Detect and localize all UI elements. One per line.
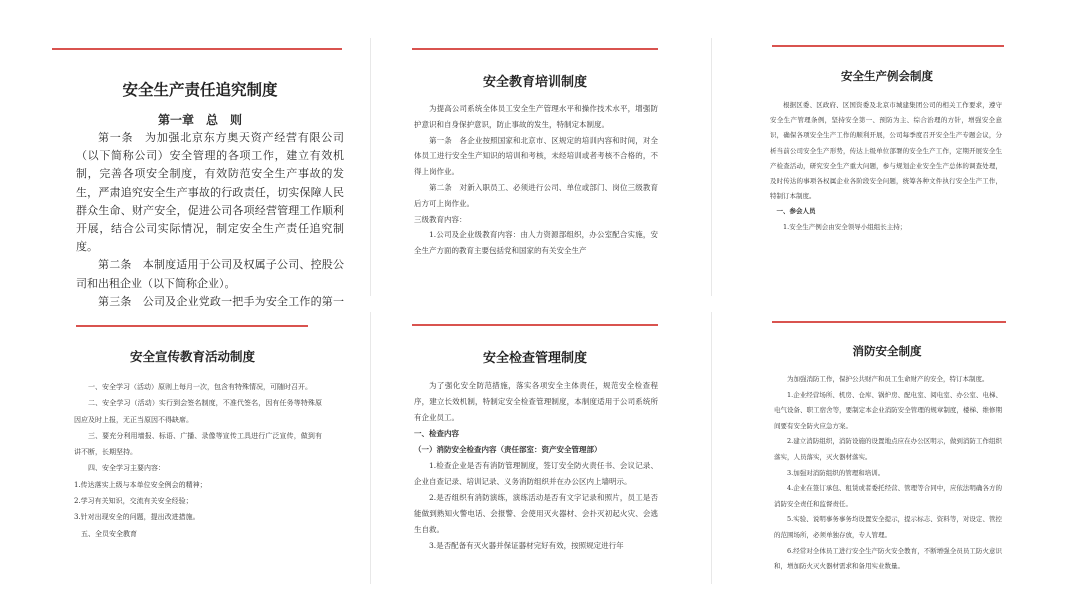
- header-rule: [52, 48, 342, 50]
- paragraph: 二、安全学习（活动）实行到会签名制度，不准代签名，因有任务等特殊原因应及时上报，无正当原因不得缺席。: [74, 399, 322, 424]
- document-body: [414, 378, 658, 554]
- section-heading: 一、参会人员: [776, 207, 816, 216]
- paragraph: 四、安全学习主要内容：: [88, 464, 165, 473]
- paragraph: 1.企业经营场所、机房、仓库、锅炉房、配电室、阅电室、办公室、电梯、电气设备、职工宿舍等，要制定本企业消防安全管理的规章制度，楼梯、维修期间要有安全防火应急方案。: [774, 390, 1002, 430]
- document-title: 安全检查管理制度: [482, 351, 587, 366]
- document-page-safety-publicity: [40, 312, 345, 584]
- document-body: [770, 98, 1002, 235]
- paragraph: 2.是否组织有消防演练，演练活动是否有文字记录和照片，员工是否能做到熟知火警电话、会报警、会使用灭火器材、会扑灭初起火灾、会逃生自救。: [414, 493, 658, 534]
- paragraph: 为了强化安全防范措施，落实各项安全主体责任，规范安全检查程序，建立长效机制，特制定安全检查管理制度，本制度适用于公司系统所有企业员工。: [414, 381, 658, 422]
- document-title: 安全生产责任追究制度: [122, 80, 278, 99]
- document-page-safety-training: [390, 38, 682, 296]
- document-page-fire-safety: [734, 312, 1040, 584]
- document-body: [76, 129, 344, 329]
- subsection-heading: （一）消防安全检查内容（责任部室：资产安全管理部）: [414, 445, 602, 454]
- section-heading: 一、检查内容: [414, 429, 459, 438]
- paragraph: 三级教育内容：: [414, 214, 467, 224]
- paragraph: 三、要充分利用墙报、标语、广播、录像等宣传工具进行广泛宣传，做到有讲不断，长期坚持。: [74, 431, 322, 457]
- paragraph: 第一条 为加强北京东方奥天资产经营有限公司（以下简称公司）安全管理的各项工作，建立有效机制，完善各项安全制度，有效防范安全生产事故的发生，严肃追究安全生产事故的行政责任，切实保障人民群众生命、财产安全，促进公司各项经营管理工作顺利开展，结合公司实际情况，制定安全生产责任追究制度。: [76, 131, 344, 254]
- paragraph: 一、安全学习（活动）原则上每月一次，包含有特殊情况，可随时召开。: [88, 383, 312, 391]
- paragraph: 第二条 本制度适用于公司及权属子公司、控股公司和出租企业（以下简称企业）。: [76, 258, 344, 290]
- paragraph: 1.检查企业是否有消防管理制度，签订安全防火责任书、会议记录、企业自查记录、培训记录、义务消防组织并在办公区内上墙明示。: [414, 461, 658, 486]
- paragraph: 1.安全生产例会由安全领导小组组长主持；: [783, 222, 907, 231]
- document-title: 消防安全制度: [852, 344, 922, 358]
- document-page-safety-inspection: [390, 312, 682, 584]
- document-page-safety-accountability: [40, 38, 360, 308]
- header-rule: [412, 324, 658, 326]
- paragraph: 第一条 各企业按照国家和北京市、区规定的培训内容和时间，对全体员工进行安全生产知识的培训和考核，未经培训或者考核不合格的，不得上岗作业。: [414, 135, 658, 177]
- paragraph: 五、全员安全教育: [81, 529, 137, 538]
- paragraph: 为加强消防工作，保护公共财产和员工生命财产的安全，特订本制度。: [787, 375, 989, 383]
- header-rule: [76, 325, 308, 327]
- paragraph: 5.实验、说明事务事务均设置安全提示，提示标志、资料等，对设定、管控的范围场所，必须单独存放，专人管理。: [774, 515, 1002, 539]
- paragraph: 6.经常对全体员工进行安全生产防火安全教育，不断增强全员员工防火意识和，增加防火灭火器材需求和备用实业数量。: [774, 546, 1002, 571]
- document-title: 安全生产例会制度: [841, 69, 933, 83]
- page-separator: [370, 312, 371, 584]
- paragraph: 4.企业在签订承包、租赁或者委托经营、管理等合同中，应依法明确各方的消防安全责任和监督责任。: [774, 484, 1002, 508]
- document-body: [774, 372, 1002, 575]
- header-rule: [772, 45, 1004, 47]
- header-rule: [772, 321, 1006, 323]
- document-body: [414, 101, 658, 259]
- paragraph: 1.传达落实上级与本单位安全例会的精神；: [74, 480, 207, 489]
- paragraph: 3.加强对消防组织的管理和培训。: [787, 468, 885, 477]
- page-separator: [370, 38, 371, 296]
- paragraph: 第三条 公司及企业党政一把手为安全工作的第一: [98, 294, 344, 308]
- paragraph: 2.建立消防组织，消防设施的设置地点应在办公区明示，做到消防工作组织落实，人员落实，灭火器材落实。: [774, 437, 1002, 461]
- chapter-heading: 第一章 总 则: [157, 113, 242, 127]
- document-title: 安全教育培训制度: [482, 75, 587, 90]
- paragraph: 3.针对出现安全的问题，提出改进措施。: [74, 513, 200, 522]
- paragraph: 2.学习有关知识，交流有关安全经验；: [74, 497, 193, 506]
- paragraph: 1.公司及企业级教育内容：由人力资源部组织，办公室配合实施，安全生产方面的教育主要包括党和国家的有关安全生产: [414, 230, 658, 256]
- document-page-safety-meeting: [734, 38, 1040, 296]
- page-separator: [711, 38, 712, 296]
- paragraph: 3.是否配备有灭火器并保证器材完好有效，按照规定进行年: [429, 541, 624, 550]
- paragraph: 第二条 对新入职员工、必须进行公司、单位或部门、岗位三级教育后方可上岗作业。: [414, 182, 658, 208]
- header-rule: [412, 48, 658, 50]
- document-body: [74, 379, 322, 542]
- paragraph: 根据区委、区政府、区国资委及北京市城建集团公司的相关工作要求，遵守安全生产管理条例，坚持安全第一、预防为主、综合治理的方针，增强安全意识，确保各项安全生产工作的顺利开展，公司每季度召开安全生产专题会议，分析当前公司安全生产形势，传达上级单位部署的安全生产工作，定期开展安全生产检查活动，研究安全生产重大问题，参与规划企业安全生产总体的调查处理，及时传达的事项各权属企业各阶段安全问题，统筹各种文件执行安全生产工作，特制订本制度。: [770, 101, 1002, 201]
- document-title: 安全宣传教育活动制度: [129, 349, 255, 364]
- page-separator: [711, 312, 712, 584]
- paragraph: 为提高公司系统全体员工安全生产管理水平和操作技术水平，增强防护意识和自身保护意识，防止事故的发生，特制定本制度。: [414, 104, 658, 129]
